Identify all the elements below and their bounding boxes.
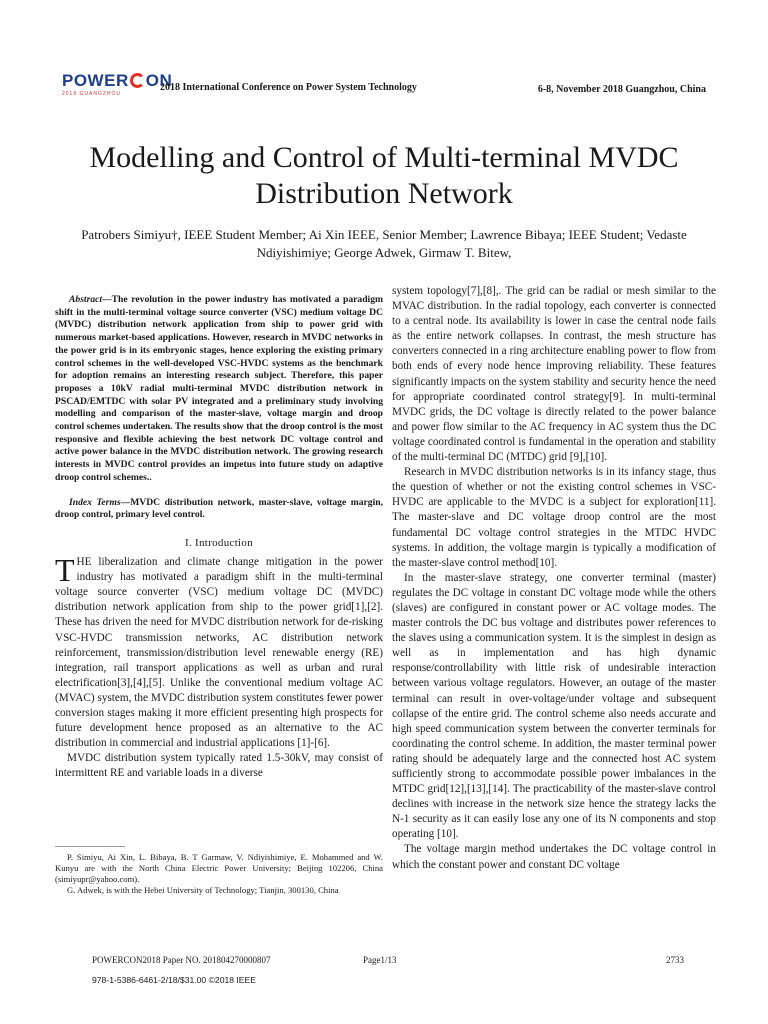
abstract-label: Abstract bbox=[69, 294, 103, 305]
left-column bbox=[55, 294, 383, 781]
footnote-affiliation-1: P. Simiyu, Ai Xin, L. Bibaya, B. T Garmaw, V. Ndiyishimiye, E. Mohammed and W. Kunyu are with the North China Electric Power University; Beijing 102206, China (simiyupr@yahoo.com). bbox=[55, 852, 383, 884]
footnotes bbox=[55, 852, 383, 896]
author-list: Patrobers Simiyu†, IEEE Student Member; Ai Xin IEEE, Senior Member; Lawrence Bibaya; IEEE Student; Vedaste Ndiyishimiye; George Adwek, Girmaw T. Bitew, bbox=[81, 227, 687, 260]
page-indicator: Page1/13 bbox=[363, 955, 397, 965]
index-terms-label: Index Terms bbox=[69, 496, 121, 508]
intro-paragraph-1-text: HE liberalization and climate change mitigation in the power industry has motivated a paradigm shift in the multi-terminal voltage source converter (VSC) medium voltage DC (MVDC) distribution network application from ship to the power grid[1],[2]. These has driven the need for MVDC distribution network for de-risking VSC-HVDC transmission networks, AC distribution network reinforcement, transmission/distribution level renewable energy (RE) integration, rail transport applications as well as urban and rural electrification[3],[4],[5]. Unlike the conventional medium voltage AC (MVAC) system, the MVDC distribution system constitutes fewer power conversion stages making it more efficient presenting high prospects for future development hence proposed as an alternative to the AC distribution in commercial and industrial applications [1]-[6]. bbox=[55, 556, 383, 750]
index-terms bbox=[55, 497, 383, 522]
paper-number: POWERCON2018 Paper NO. 201804270000807 bbox=[92, 955, 271, 965]
drop-cap: T bbox=[55, 552, 75, 589]
index-terms-text: —MVDC distribution network, master-slave, voltage margin, droop control, primary level control. bbox=[55, 496, 383, 521]
logo-subtitle: 2018 GUANGZHOU bbox=[62, 91, 122, 97]
powercon-logo bbox=[62, 66, 173, 100]
conference-title: 2018 International Conference on Power System Technology bbox=[160, 82, 417, 93]
footnote-affiliation-2: G. Adwek, is with the Hebei University of Technology; Tianjin, 300130, China bbox=[67, 885, 339, 895]
right-paragraph-4: The voltage margin method undertakes the DC voltage control in which the constant power and constant DC voltage bbox=[392, 843, 716, 871]
right-paragraph-1: system topology[7],[8],. The grid can be radial or mesh similar to the MVAC distribution. In the radial topology, each converter is connected to a central node. Its availability is lower in case the central node fails as the entire network collapses. In contrast, the mesh structure has converters connected in a ring architecture enabling power to flow from both ends of every node hence improving reliability. These features significantly impacts on the system stability and security hence the need for appropriate coordinated control strategy[9]. In multi-terminal MVDC grids, the DC voltage is directly related to the power balance and power flow similar to the AC frequency in AC system thus the DC voltage coordinated control is fundamental in the operation and stability of the multi-terminal DC (MTDC) grid [9],[10]. bbox=[392, 285, 716, 464]
abstract bbox=[55, 294, 383, 485]
abstract-text: —The revolution in the power industry has motivated a paradigm shift in the multi-terminal voltage source converter (VSC) medium voltage DC (MVDC) distribution network application from ship to power grid with numerous market-based applications. However, research in MVDC networks in the power grid is in its embryonic stages, hence exploring the existing primary control schemes in the well-developed VSC-HVDC systems as the benchmark for adoption remains an interesting research subject. Therefore, this paper proposes a 10kV radial multi-terminal MVDC distribution network in PSCAD/EMTDC with solar PV integrated and a preliminary study involving modelling and comparison of the master-slave, voltage margin and droop control schemes undertaken. The results show that the droop control is the most responsive and flexible achieving the best network DC voltage control and active power balance in the MVDC distribution network. The growing research interests in MVDC control provides an impetus into future study on adaptive droop control schemes.. bbox=[55, 294, 383, 483]
right-paragraph-2: Research in MVDC distribution networks is in its infancy stage, thus the question of whether or not the existing control schemes in VSC-HVDC are applicable to the MVDC is a subject for exploration[11]. The master-slave and DC voltage droop control are the most fundamental DC voltage control strategies in the MTDC HVDC systems. In addition, the voltage margin is typically a modification of the master-slave control method[10]. bbox=[392, 466, 716, 569]
isbn-copyright: 978-1-5386-6461-2/18/$31.00 ©2018 IEEE bbox=[92, 975, 257, 985]
right-paragraph-3: In the master-slave strategy, one converter terminal (master) regulates the DC voltage in constant DC voltage mode while the others (slaves) are configured in constant power or AC voltage modes. The master controls the DC bus voltage and distributes power references to the slaves using a communication system. It is the simplest in design as well as in implementation and has high dynamic response/controllability with little risk of undesirable interaction between various voltage regulators. However, an outage of the master terminal can result in over-voltage/under voltage and subsequent collapse of the entire grid. The control scheme also needs accurate and high speed communication system between the converter terminals for coordinating the control scheme. In addition, the master terminal power rating should be adequately large and the connected host AC system sufficiently strong to accommodate possible power imbalances in the MTDC grid[12],[13],[14]. The practicability of the master-slave control declines with increase in the network size hence the strategy lacks the N-1 security as it can easily lose any one of its N components and stop operating [10]. bbox=[392, 571, 716, 841]
page-number: 2733 bbox=[666, 955, 684, 965]
paper-title: Modelling and Control of Multi-terminal MVDC Distribution Network bbox=[89, 141, 679, 210]
footnote-divider bbox=[55, 846, 125, 847]
right-column bbox=[392, 284, 716, 873]
logo-wordmark: POWER ON bbox=[62, 71, 173, 90]
section-heading-introduction: I. Introduction bbox=[184, 536, 254, 549]
conference-header bbox=[62, 66, 706, 106]
logo-ring-icon bbox=[130, 73, 145, 88]
intro-paragraph-2: MVDC distribution system typically rated 1.5-30kV, may consist of intermittent RE and variable loads in a diverse bbox=[55, 752, 383, 780]
conference-date-place: 6-8, November 2018 Guangzhou, China bbox=[537, 84, 706, 95]
intro-paragraph-1 bbox=[55, 552, 383, 751]
